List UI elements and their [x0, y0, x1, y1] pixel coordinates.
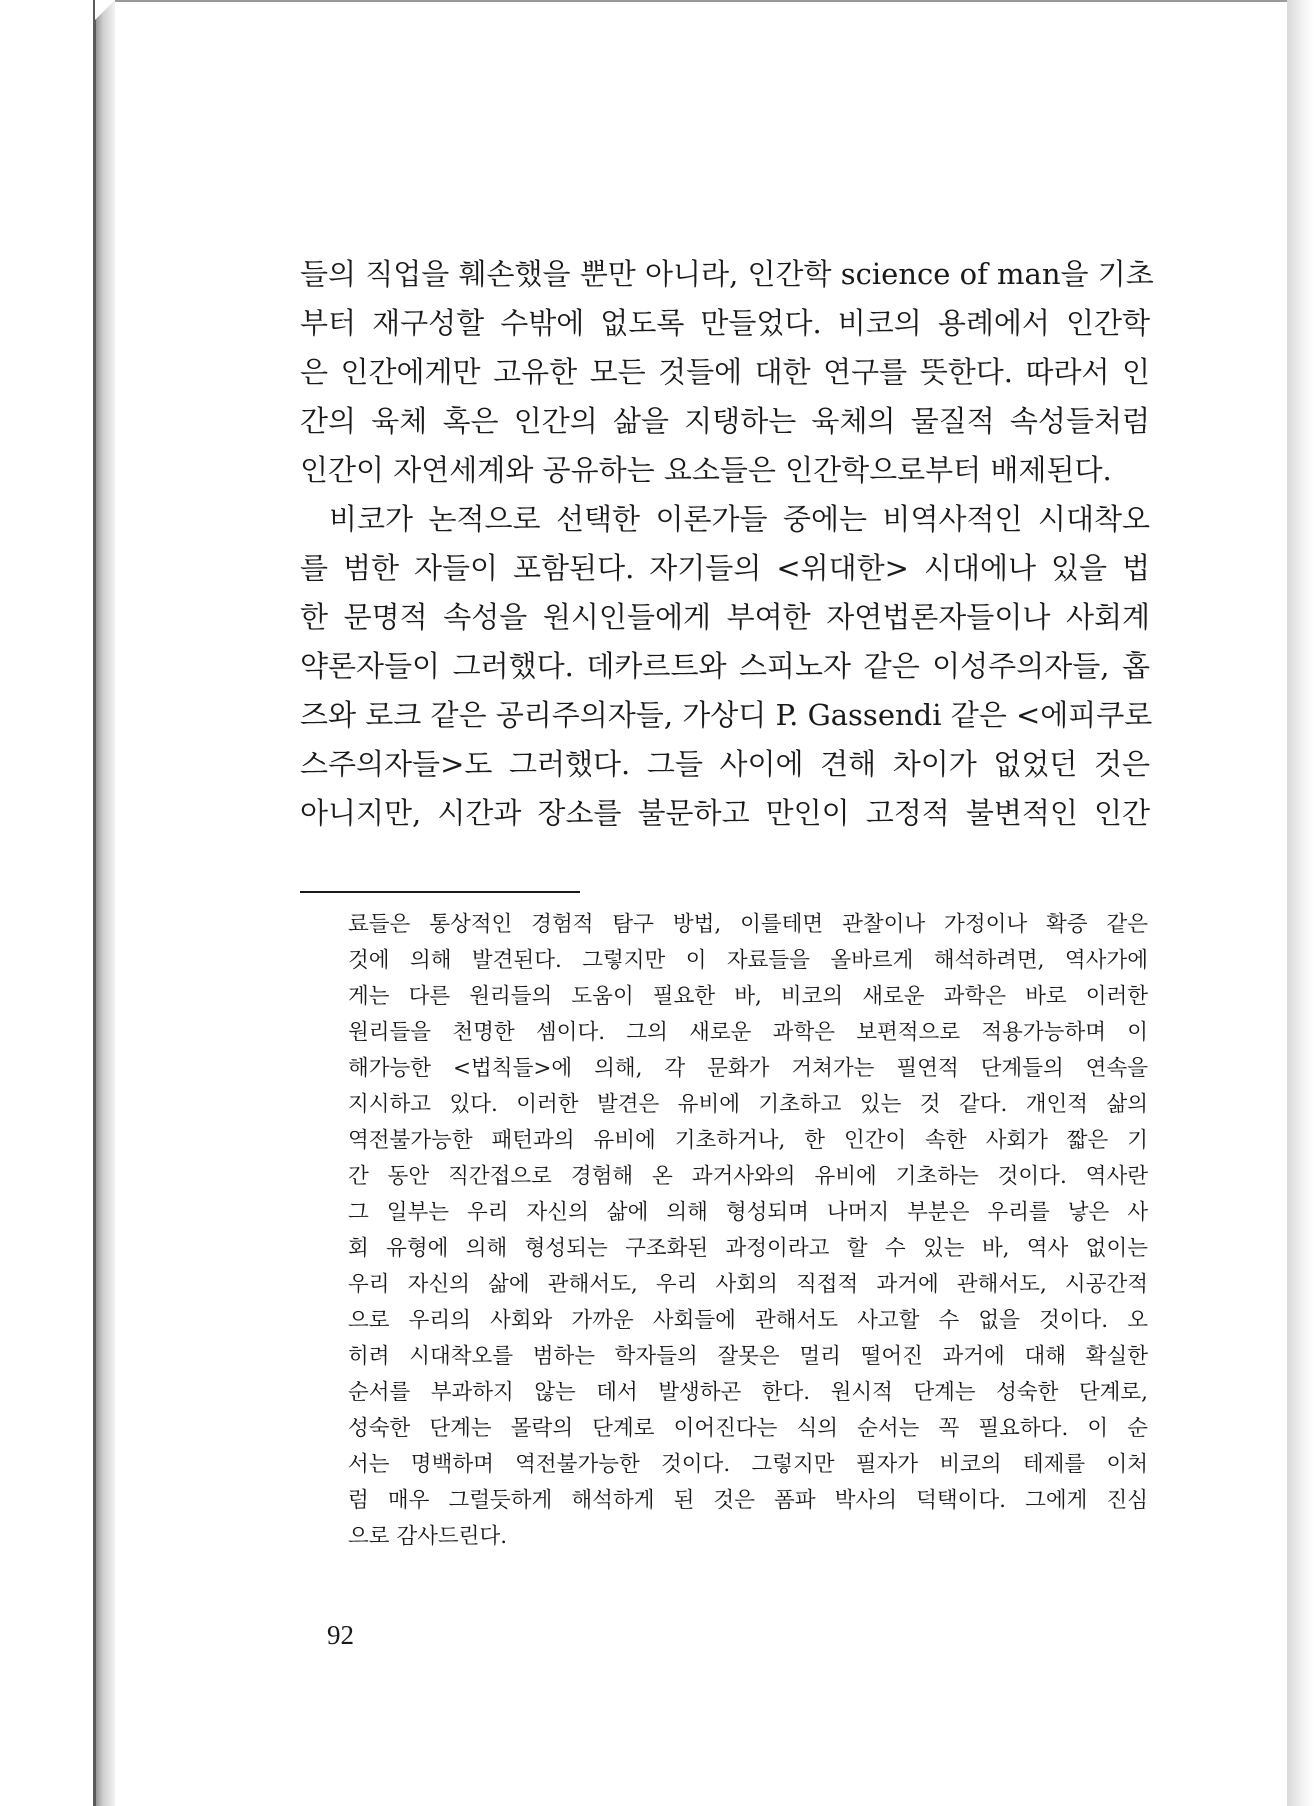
body-line: 인간이 자연세계와 공유하는 요소들은 인간학으로부터 배제된다. — [300, 453, 1112, 487]
footnote-line: 해가능한 <법칙들>에 의해, 각 문화가 거쳐가는 필연적 단계들의 연속을 — [348, 1056, 1148, 1081]
body-line: 들의 직업을 훼손했을 뿐만 아니라, 인간학 science of man을 기초 — [300, 257, 1154, 291]
body-line: 은 인간에게만 고유한 모든 것들에 대한 연구를 뜻한다. 따라서 인 — [300, 355, 1150, 389]
footnote — [348, 907, 1148, 1555]
book-spine-edge — [93, 0, 96, 1806]
body-line: 비코가 논적으로 선택한 이론가들 중에는 비역사적인 시대착오 — [329, 502, 1150, 536]
page-corner — [95, 0, 115, 20]
footnote-line: 그 일부는 우리 자신의 삶에 의해 형성되며 나머지 부분은 우리를 낳은 사 — [348, 1200, 1148, 1225]
footnote-line: 서는 명백하며 역전불가능한 것이다. 그렇지만 필자가 비코의 테제를 이처 — [348, 1452, 1148, 1477]
footnote-separator — [300, 891, 580, 893]
footnote-line: 지시하고 있다. 이러한 발견은 유비에 기초하고 있는 것 같다. 개인적 삶의 — [348, 1092, 1148, 1117]
footnote-line: 회 유형에 의해 형성되는 구조화된 과정이라고 할 수 있는 바, 역사 없이는 — [348, 1236, 1148, 1261]
body-line: 아니지만, 시간과 장소를 불문하고 만인이 고정적 불변적인 인간 — [300, 796, 1150, 830]
footnote-line: 우리 자신의 삶에 관해서도, 우리 사회의 직접적 과거에 관해서도, 시공간적 — [348, 1272, 1148, 1297]
footnote-line: 원리들을 천명한 셈이다. 그의 새로운 과학은 보편적으로 적용가능하며 이 — [348, 1020, 1148, 1045]
body-line: 한 문명적 속성을 원시인들에게 부여한 자연법론자들이나 사회계 — [300, 600, 1150, 634]
footnote-line: 역전불가능한 패턴과의 유비에 기초하거나, 한 인간이 속한 사회가 짧은 기 — [348, 1128, 1148, 1153]
body-line: 부터 재구성할 수밖에 없도록 만들었다. 비코의 용례에서 인간학 — [300, 306, 1150, 340]
body-text — [300, 250, 1154, 838]
body-line: 간의 육체 혹은 인간의 삶을 지탱하는 육체의 물질적 속성들처럼 — [300, 404, 1150, 438]
footnote-line: 럼 매우 그럴듯하게 해석하게 된 것은 폼파 박사의 덕택이다. 그에게 진심 — [348, 1488, 1148, 1513]
footnote-line: 간 동안 직간접으로 경험해 온 과거사와의 유비에 기초하는 것이다. 역사란 — [348, 1164, 1148, 1189]
footnote-line: 히려 시대착오를 범하는 학자들의 잘못은 멀리 떨어진 과거에 대해 확실한 — [348, 1344, 1148, 1369]
body-line: 를 범한 자들이 포함된다. 자기들의 <위대한> 시대에나 있을 법 — [300, 551, 1150, 585]
book-spine — [95, 0, 115, 1806]
page-number: 92 — [327, 1620, 354, 1650]
footnote-line: 게는 다른 원리들의 도움이 필요한 바, 비코의 새로운 과학은 바로 이러한 — [348, 984, 1148, 1009]
body-line: 약론자들이 그러했다. 데카르트와 스피노자 같은 이성주의자들, 홉 — [300, 649, 1150, 683]
footnote-line: 것에 의해 발견된다. 그렇지만 이 자료들을 올바르게 해석하려면, 역사가에 — [348, 948, 1148, 973]
body-line: 스주의자들>도 그러했다. 그들 사이에 견해 차이가 없었던 것은 — [300, 747, 1150, 781]
page-edge-shadow — [1287, 0, 1314, 1806]
footnote-line: 료들은 통상적인 경험적 탐구 방법, 이를테면 관찰이나 가정이나 확증 같은 — [348, 912, 1148, 937]
footnote-line: 성숙한 단계는 몰락의 단계로 이어진다는 식의 순서는 꼭 필요하다. 이 순 — [348, 1416, 1148, 1441]
footnote-line: 순서를 부과하지 않는 데서 발생하곤 한다. 원시적 단계는 성숙한 단계로, — [348, 1380, 1148, 1405]
footnote-line: 으로 감사드린다. — [348, 1524, 508, 1549]
body-line: 즈와 로크 같은 공리주의자들, 가상디 P. Gassendi 같은 <에피쿠로 — [300, 698, 1153, 732]
footnote-line: 으로 우리의 사회와 가까운 사회들에 관해서도 사고할 수 없을 것이다. 오 — [348, 1308, 1148, 1333]
